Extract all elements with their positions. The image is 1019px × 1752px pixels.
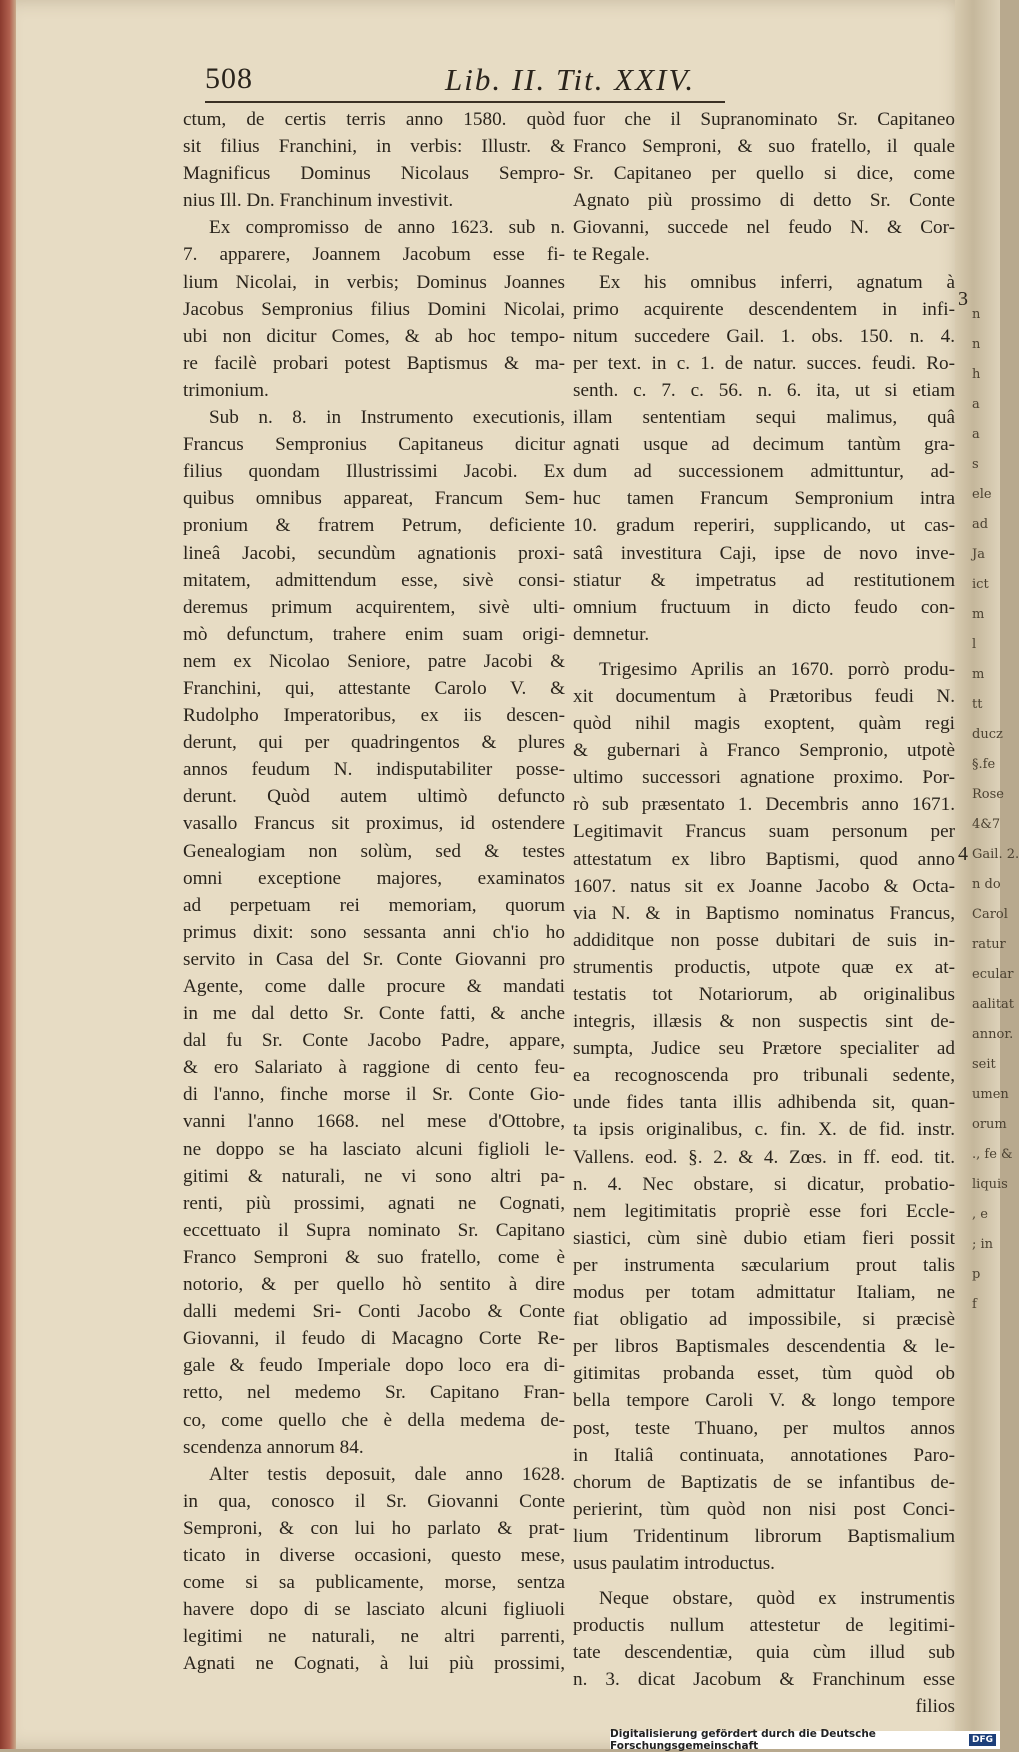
adjacent-page-fragment: orum [972,1117,1007,1132]
adjacent-page-fragments [972,300,1019,1750]
left-column-line: re facilè probari potest Baptismus & ma- [183,352,565,374]
adjacent-page-fragment: liquis [972,1177,1008,1192]
left-column-line: servito in Casa del Sr. Conte Giovanni pro [183,948,565,970]
right-column-line: satâ investitura Caji, ipse de novo inve- [573,542,955,564]
left-column-line: dal fu Sr. Conte Jacobo Padre, appare, [183,1030,565,1052]
right-column-line: gitimitas probanda esset, tùm quòd ob [573,1363,955,1385]
right-column-line: quòd nihil magis exoptent, quàm regi [573,713,955,735]
right-column-line: tate descendentiæ, quia cùm illud sub [573,1642,955,1664]
left-column-line: Franchini, qui, attestante Carolo V. & [183,677,565,699]
right-column-line: per text. in c. 1. de natur. succes. feudi. Ro- [573,352,955,374]
left-column-line: deremus primum acquirentem, sivè ulti- [183,596,565,618]
adjacent-page-fragment: annor. [972,1027,1014,1042]
left-column-line: sit filius Franchini, in verbis: Illustr. & [183,136,565,158]
left-column-line: Giovanni, il feudo di Macagno Corte Re- [183,1328,565,1350]
left-column-line: di l'anno, finche morse il Sr. Conte Gio- [183,1084,565,1106]
margin-note-4: 4 [958,843,968,865]
page-header [205,62,715,104]
book-edge [0,0,16,1749]
adjacent-page-fragment: n [972,337,981,352]
adjacent-page-fragment: ad [972,517,989,532]
right-column-line: nem legitimitatis propriè esse fori Eccle- [573,1200,955,1222]
right-column-line: via N. & in Baptismo nominatus Francus, [573,902,955,924]
right-column-line: testatis tot Notariorum, ab originalibus [573,984,955,1005]
right-column-line: Agnato più prossimo di detto Sr. Conte [573,190,955,212]
credit-text: Digitalisierung gefördert durch die Deutsche Forschungsgemeinschaft [610,1728,876,1752]
right-column-line: Trigesimo Aprilis an 1670. porrò produ- [599,658,955,680]
left-column-line: lineâ Jacobi, secundùm agnationis proxi- [183,542,565,564]
adjacent-page-fragment: ., fe & [972,1147,1013,1162]
left-column-line: nius Ill. Dn. Franchinum investivit. [183,190,454,212]
left-column-line: Magnificus Dominus Nicolaus Sempro- [183,163,565,185]
right-column-line: demnetur. [573,623,650,645]
right-column-line: per libros Baptismales descendentia & le- [573,1336,955,1358]
left-column-line: omni exceptione majores, examinatos [183,867,565,889]
left-column-line: Alter testis deposuit, dale anno 1628. [209,1463,565,1485]
right-column-line: filios [915,1696,955,1718]
adjacent-page-fragment: tt [972,697,983,712]
right-column-line: in Italiâ continuata, annotationes Paro- [573,1444,955,1466]
right-column-line: sumpta, Judice seu Prætore specialiter ad [573,1038,955,1060]
left-column-line: derunt. Quòd autem ultimò defuncto [183,786,565,808]
left-column-line: scendenza annorum 84. [183,1436,364,1458]
right-column-line: senth. c. 7. c. 56. n. 6. ita, ut si etiam [573,379,955,401]
right-text-column [573,106,955,1721]
header-rule [205,101,725,103]
left-column-line: ubi non dicitur Comes, & ab hoc tempo- [183,325,565,347]
left-column-line: legitimi ne naturali, ne altri parrenti, [183,1626,565,1648]
adjacent-page-fragment: , e [972,1207,988,1222]
right-column-line: illam sententiam sequi malimus, quâ [573,407,955,429]
left-column-line: 7. apparere, Joannem Jacobum esse fi- [183,244,565,266]
left-column-line: primus dixit: sono sessanta anni ch'io ho [183,921,565,943]
right-column-line: n. 4. Nec obstare, si dicatur, probatio- [573,1173,955,1195]
margin-note-3: 3 [958,288,968,310]
right-column-line: & gubernari à Franco Sempronio, utpotè [573,740,955,762]
right-column-line: fuor che il Supranominato Sr. Capitaneo [573,109,955,130]
left-column-line: Genealogiam non solùm, sed & testes [183,840,565,862]
right-column-line: siastici, cùm sinè dubio etiam fieri possit [573,1227,955,1249]
adjacent-page-fragment: m [972,607,985,622]
left-column-line: in me dal detto Sr. Conte fatti, & anche [183,1003,565,1025]
right-column-line: Sr. Capitaneo per quello si dice, come [573,163,955,185]
left-column-line: & ero Salariato à raggione di cento feu- [183,1057,565,1079]
adjacent-page-fragment: m [972,667,985,682]
adjacent-page-fragment: s [972,457,979,472]
adjacent-page-fragment: Ja [972,547,985,562]
adjacent-page-fragment: §.fe [972,757,996,772]
digitization-credit [610,1728,1000,1752]
right-column-line: te Regale. [573,244,650,266]
left-column-line: in qua, conosco il Sr. Giovanni Conte [183,1490,565,1512]
left-column-line: gale & feudo Imperiale dopo loco era di- [183,1355,565,1377]
left-column-line: ne doppo se ha lasciato alcuni figlioli le- [183,1138,565,1160]
left-column-line: Agente, come dalle procure & mandati [183,976,565,997]
right-column-line: unde fides tanta illis adhibenda sit, quan- [573,1092,955,1114]
left-column-line: gitimi & naturali, ne vi sono altri pa- [183,1165,565,1187]
left-text-column [183,106,565,1677]
right-column-line: ultimo successori agnatione proximo. Por- [573,767,955,789]
adjacent-page-fragment: 4&7 [972,817,1001,832]
left-column-line: filius quondam Illustrissimi Jacobi. Ex [183,461,565,483]
adjacent-page-fragment: aalitat [972,997,1015,1012]
adjacent-page-fragment: a [972,397,980,412]
adjacent-page-fragment: l [972,637,977,652]
left-column-line: derunt, qui per quadringentos & plures [183,732,565,754]
left-column-line: Rudolpho Imperatoribus, ex iis descen- [183,705,565,727]
adjacent-page-fragment: p [972,1267,981,1282]
left-column-line: dalli medemi Sri- Conti Jacobo & Conte [183,1301,565,1323]
right-column-line: ea recognoscenda pro tribunali sedente, [573,1065,955,1087]
right-column-line: fiat obligatio ad impossibile, si præcisè [573,1309,955,1331]
right-column-line: post, teste Thuano, per multos annos [573,1417,955,1439]
right-column-line: Franco Semproni, & suo fratello, il quale [573,136,955,158]
right-column-line: primo acquirente descendentem in infi- [573,298,955,320]
adjacent-page-fragment: Gail. 2. [972,847,1019,862]
left-column-line: renti, più prossimi, agnati ne Cognati, [183,1192,565,1214]
right-column-line: omnium fructuum in dicto feudo con- [573,596,955,618]
left-column-line: eccettuato il Supra nominato Sr. Capitano [183,1219,565,1241]
left-column-line: vasallo Francus sit proximus, id ostendere [183,813,565,835]
left-column-line: retto, nel medemo Sr. Capitano Fran- [183,1382,565,1404]
adjacent-page-fragment: seit [972,1057,996,1072]
running-title: Lib. II. Tit. XXIV. [445,62,696,97]
left-column-line: Semproni, & con lui ho parlato & prat- [183,1517,565,1539]
left-column-line: lium Nicolai, in verbis; Dominus Joannes [183,271,565,293]
adjacent-page-fragment: n [972,307,981,322]
page-number: 508 [205,62,253,95]
left-column-line: notorio, & per quello hò sentito à dire [183,1274,565,1296]
right-column-line: chorum de Baptizatis de se infantibus de- [573,1471,955,1493]
right-column-line: stiatur & impetratus ad restitutionem [573,569,955,591]
left-column-line: annos feudum N. indisputabiliter posse- [183,759,565,781]
left-column-line: Franco Semproni & suo fratello, come è [183,1246,565,1268]
right-column-line: per instrumenta sæcularium prout talis [573,1254,955,1276]
right-column-line: bella tempore Caroli V. & longo tempore [573,1390,955,1412]
left-column-line: co, come quello che è della medema de- [183,1409,565,1431]
adjacent-page-fragment: ecular [972,967,1014,982]
right-column-line: integris, illæsis & non suspectis sint de- [573,1011,955,1033]
adjacent-page-fragment: h [972,367,981,382]
adjacent-page-fragment: ducz [972,727,1003,742]
adjacent-page-fragment: ele [972,487,992,502]
left-column-line: havere dopo di se lasciato alcuni figliuoli [183,1599,565,1621]
left-column-line: quibus omnibus appareat, Francum Sem- [183,488,565,510]
left-column-line: mò defunctum, trahere enim suam origi- [183,623,565,645]
right-column-line: Neque obstare, quòd ex instrumentis [599,1588,955,1610]
left-column-line: mitatem, admittendum esse, sivè consi- [183,569,565,591]
left-column-line: ctum, de certis terris anno 1580. quòd [183,109,565,130]
right-column-line: usus paulatim introductus. [573,1552,775,1574]
left-column-line: pronium & fratrem Petrum, deficiente [183,515,565,537]
left-column-line: Francus Sempronius Capitaneus dicitur [183,434,565,456]
left-column-line: vanni l'anno 1668. nel mese d'Ottobre, [183,1111,565,1133]
left-column-line: ticato in diverse occasioni, questo mese, [183,1544,565,1566]
right-column-line: agnati usque ad decimum tantùm gra- [573,434,955,456]
right-column-line: xit documentum à Prætoribus feudi N. [573,685,955,707]
adjacent-page-fragment: ratur [972,937,1006,952]
left-column-line: ad perpetuam rei memoriam, quorum [183,894,565,916]
right-column-line: dum ad successionem admittuntur, ad- [573,461,955,483]
right-column-line: addiditque non posse dubitari de suis in- [573,929,955,951]
right-column-line: productis nullum attestetur de legitimi- [573,1615,955,1637]
right-column-line: rò sub præsentato 1. Decembris anno 1671. [573,794,955,816]
right-column-line: nitum succedere Gail. 1. obs. 150. n. 4. [573,325,955,347]
left-column-line: come si sa publicamente, morse, sentza [183,1572,565,1594]
right-column-line: Legitimavit Francus suam personum per [573,821,955,843]
right-column-line: lium Tridentinum librorum Baptismalium [573,1525,955,1547]
right-column-line: n. 3. dicat Jacobum & Franchinum esse [573,1669,955,1691]
right-column-line: attestatum ex libro Baptismi, quod anno [573,848,955,870]
dfg-logo: DFG [969,1734,996,1746]
right-column-line: Vallens. eod. §. 2. & 4. Zœs. in ff. eod. tit. [573,1146,955,1168]
right-column-line: 10. gradum reperiri, supplicando, ut cas- [573,515,955,537]
adjacent-page-fragment: n do [972,877,1001,892]
right-column-line: Ex his omnibus inferri, agnatum à [599,271,955,293]
adjacent-page-fragment: Rose [972,787,1004,802]
adjacent-page-fragment: Carol [972,907,1008,922]
left-column-line: nem ex Nicolao Seniore, patre Jacobi & [183,650,565,672]
adjacent-page-fragment: ; in [972,1237,994,1252]
right-column-line: modus per totam admittatur Italiam, ne [573,1282,955,1304]
left-column-line: Jacobus Sempronius filius Domini Nicolai, [183,298,565,320]
adjacent-page-fragment: umen [972,1087,1009,1102]
right-column-line: huc tamen Francum Sempronium intra [573,488,955,510]
right-column-line: strumentis productis, utpote quæ ex at- [573,956,955,978]
left-column-line: Ex compromisso de anno 1623. sub n. [209,217,565,239]
right-column-line: Giovanni, succede nel feudo N. & Cor- [573,217,955,239]
left-column-line: Sub n. 8. in Instrumento executionis, [209,407,565,429]
adjacent-page-fragment: f [972,1297,977,1312]
adjacent-page-fragment: a [972,427,980,442]
right-column-line: ta ipsis originalibus, c. fin. X. de fid. instr. [573,1119,955,1141]
adjacent-page-fragment: ict [972,577,989,592]
left-column-line: trimonium. [183,379,269,401]
left-column-line: Agnati ne Cognati, à lui più prossimi, [183,1653,565,1675]
right-column-line: perierint, tùm quòd non nisi post Conci- [573,1498,955,1520]
right-column-line: 1607. natus sit ex Joanne Jacobo & Octa- [573,875,955,897]
